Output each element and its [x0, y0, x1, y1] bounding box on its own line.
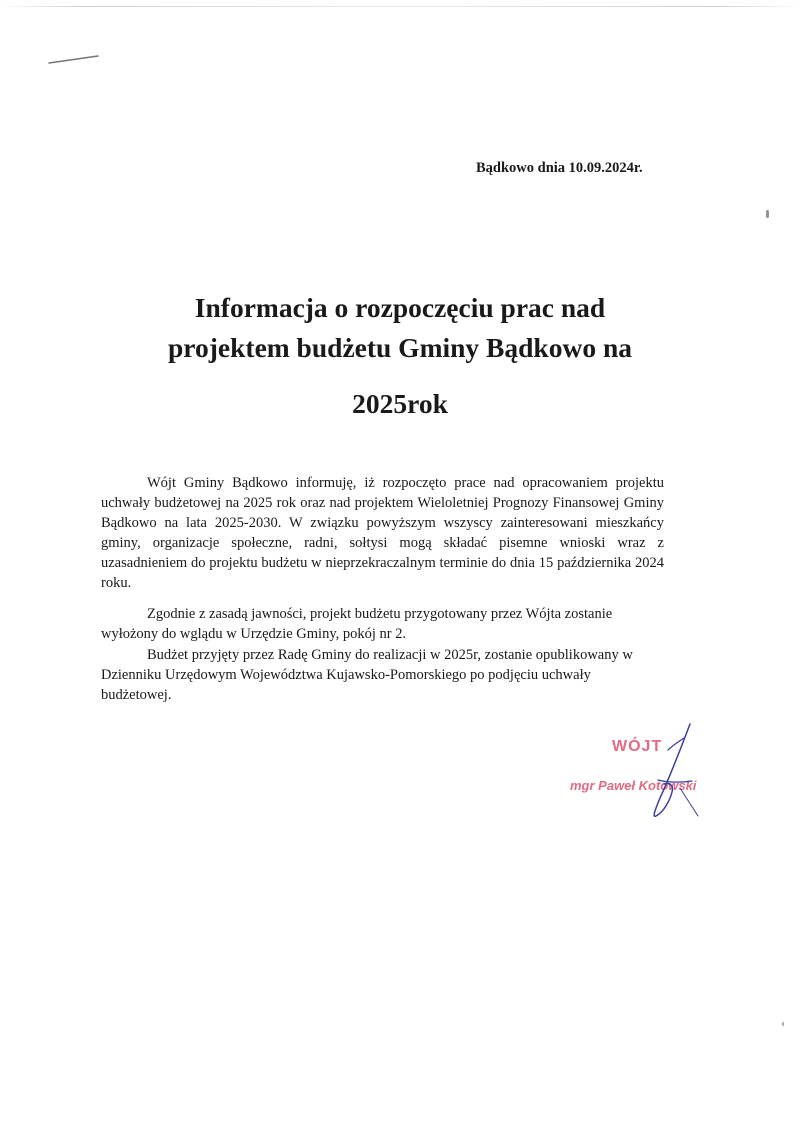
paragraph-announcement: Wójt Gminy Bądkowo informuję, iż rozpoczęto prace nad opracowaniem projektu uchwały budżetowej na 2025 rok oraz nad projektem Wieloletniej Prognozy Finansowej Gminy Bądkowo na lata 2025-2030. W związku powyższym wszyscy zainteresowani mieszkańcy gminy, organizacje społeczne, radni, sołtysi mogą składać pisemne wnioski wraz z uzasadnieniem do projektu budżetu w nieprzekraczalnym terminie do dnia 15 października 2024 roku. — [101, 475, 664, 591]
stamp-name: mgr Paweł Kotowski — [570, 778, 697, 793]
title-year: 2025rok — [352, 388, 448, 419]
scan-artifact-mark — [48, 54, 100, 66]
document-date: Bądkowo dnia 10.09.2024r. — [476, 160, 643, 176]
paragraph-publication: Budżet przyjęty przez Radę Gminy do realizacji w 2025r, zostanie opublikowany w Dzienniku Urzędowym Województwa Kujawsko-Pomorskiego po podjęciu uchwały budżetowej. — [101, 647, 633, 703]
stamp-title: WÓJT — [612, 738, 663, 755]
scan-artifact-dot — [782, 1022, 784, 1026]
scan-artifact-dot — [766, 210, 769, 218]
paragraph-transparency: Zgodnie z zasadą jawności, projekt budżetu przygotowany przez Wójta zostanie wyłożony do wglądu w Urzędzie Gminy, pokój nr 2. — [101, 606, 613, 642]
handwritten-signature — [560, 720, 760, 830]
title-line-1: Informacja o rozpoczęciu prac nad — [194, 292, 606, 323]
document-title — [60, 288, 740, 368]
official-stamp-signature — [560, 720, 760, 830]
scan-edge-line — [0, 6, 800, 7]
title-line-2: projektem budżetu Gminy Bądkowo na — [168, 332, 632, 363]
